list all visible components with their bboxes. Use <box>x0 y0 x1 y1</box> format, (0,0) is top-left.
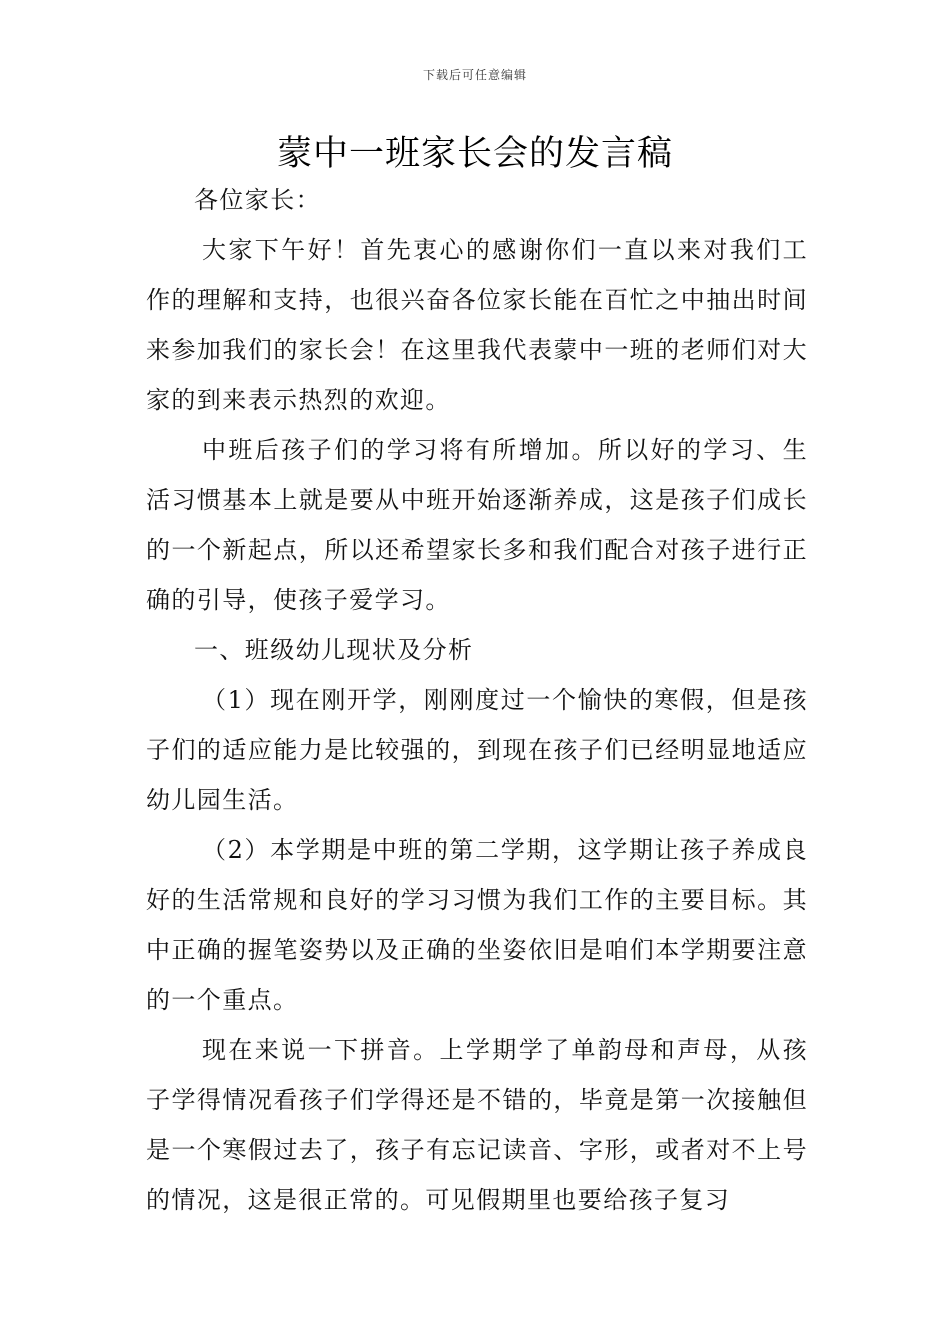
document-title: 蒙中一班家长会的发言稿 <box>276 134 673 174</box>
body-paragraph: 大家下午好！首先衷心的感谢你们一直以来对我们工作的理解和支持，也很兴奋各位家长能在百忙之中抽出时间来参加我们的家长会！在这里我代表蒙中一班的老师们对大家的到来表示热烈的欢迎。 <box>146 236 808 414</box>
header-note: 下载后可任意编辑 <box>422 68 527 82</box>
body-paragraph: （1）现在刚开学，刚刚度过一个愉快的寒假，但是孩子们的适应能力是比较强的，到现在孩子们已经明显地适应幼儿园生活。 <box>146 686 808 814</box>
body-paragraph: 中班后孩子们的学习将有所增加。所以好的学习、生活习惯基本上就是要从中班开始逐渐养成，这是孩子们成长的一个新起点，所以还希望家长多和我们配合对孩子进行正确的引导，使孩子爱学习。 <box>146 436 808 614</box>
greeting-paragraph: 各位家长： <box>194 186 321 214</box>
body-paragraph: 现在来说一下拼音。上学期学了单韵母和声母，从孩子学得情况看孩子们学得还是不错的，毕竟是第一次接触但是一个寒假过去了，孩子有忘记读音、字形，或者对不上号的情况，这是很正常的。可见假期里也要给孩子复习 <box>146 1036 808 1214</box>
document-body <box>146 175 808 1225</box>
body-paragraph: （2）本学期是中班的第二学期，这学期让孩子养成良好的生活常规和良好的学习习惯为我们工作的主要目标。其中正确的握笔姿势以及正确的坐姿依旧是咱们本学期要注意的一个重点。 <box>146 836 808 1014</box>
section-heading: 一、班级幼儿现状及分析 <box>194 636 474 664</box>
